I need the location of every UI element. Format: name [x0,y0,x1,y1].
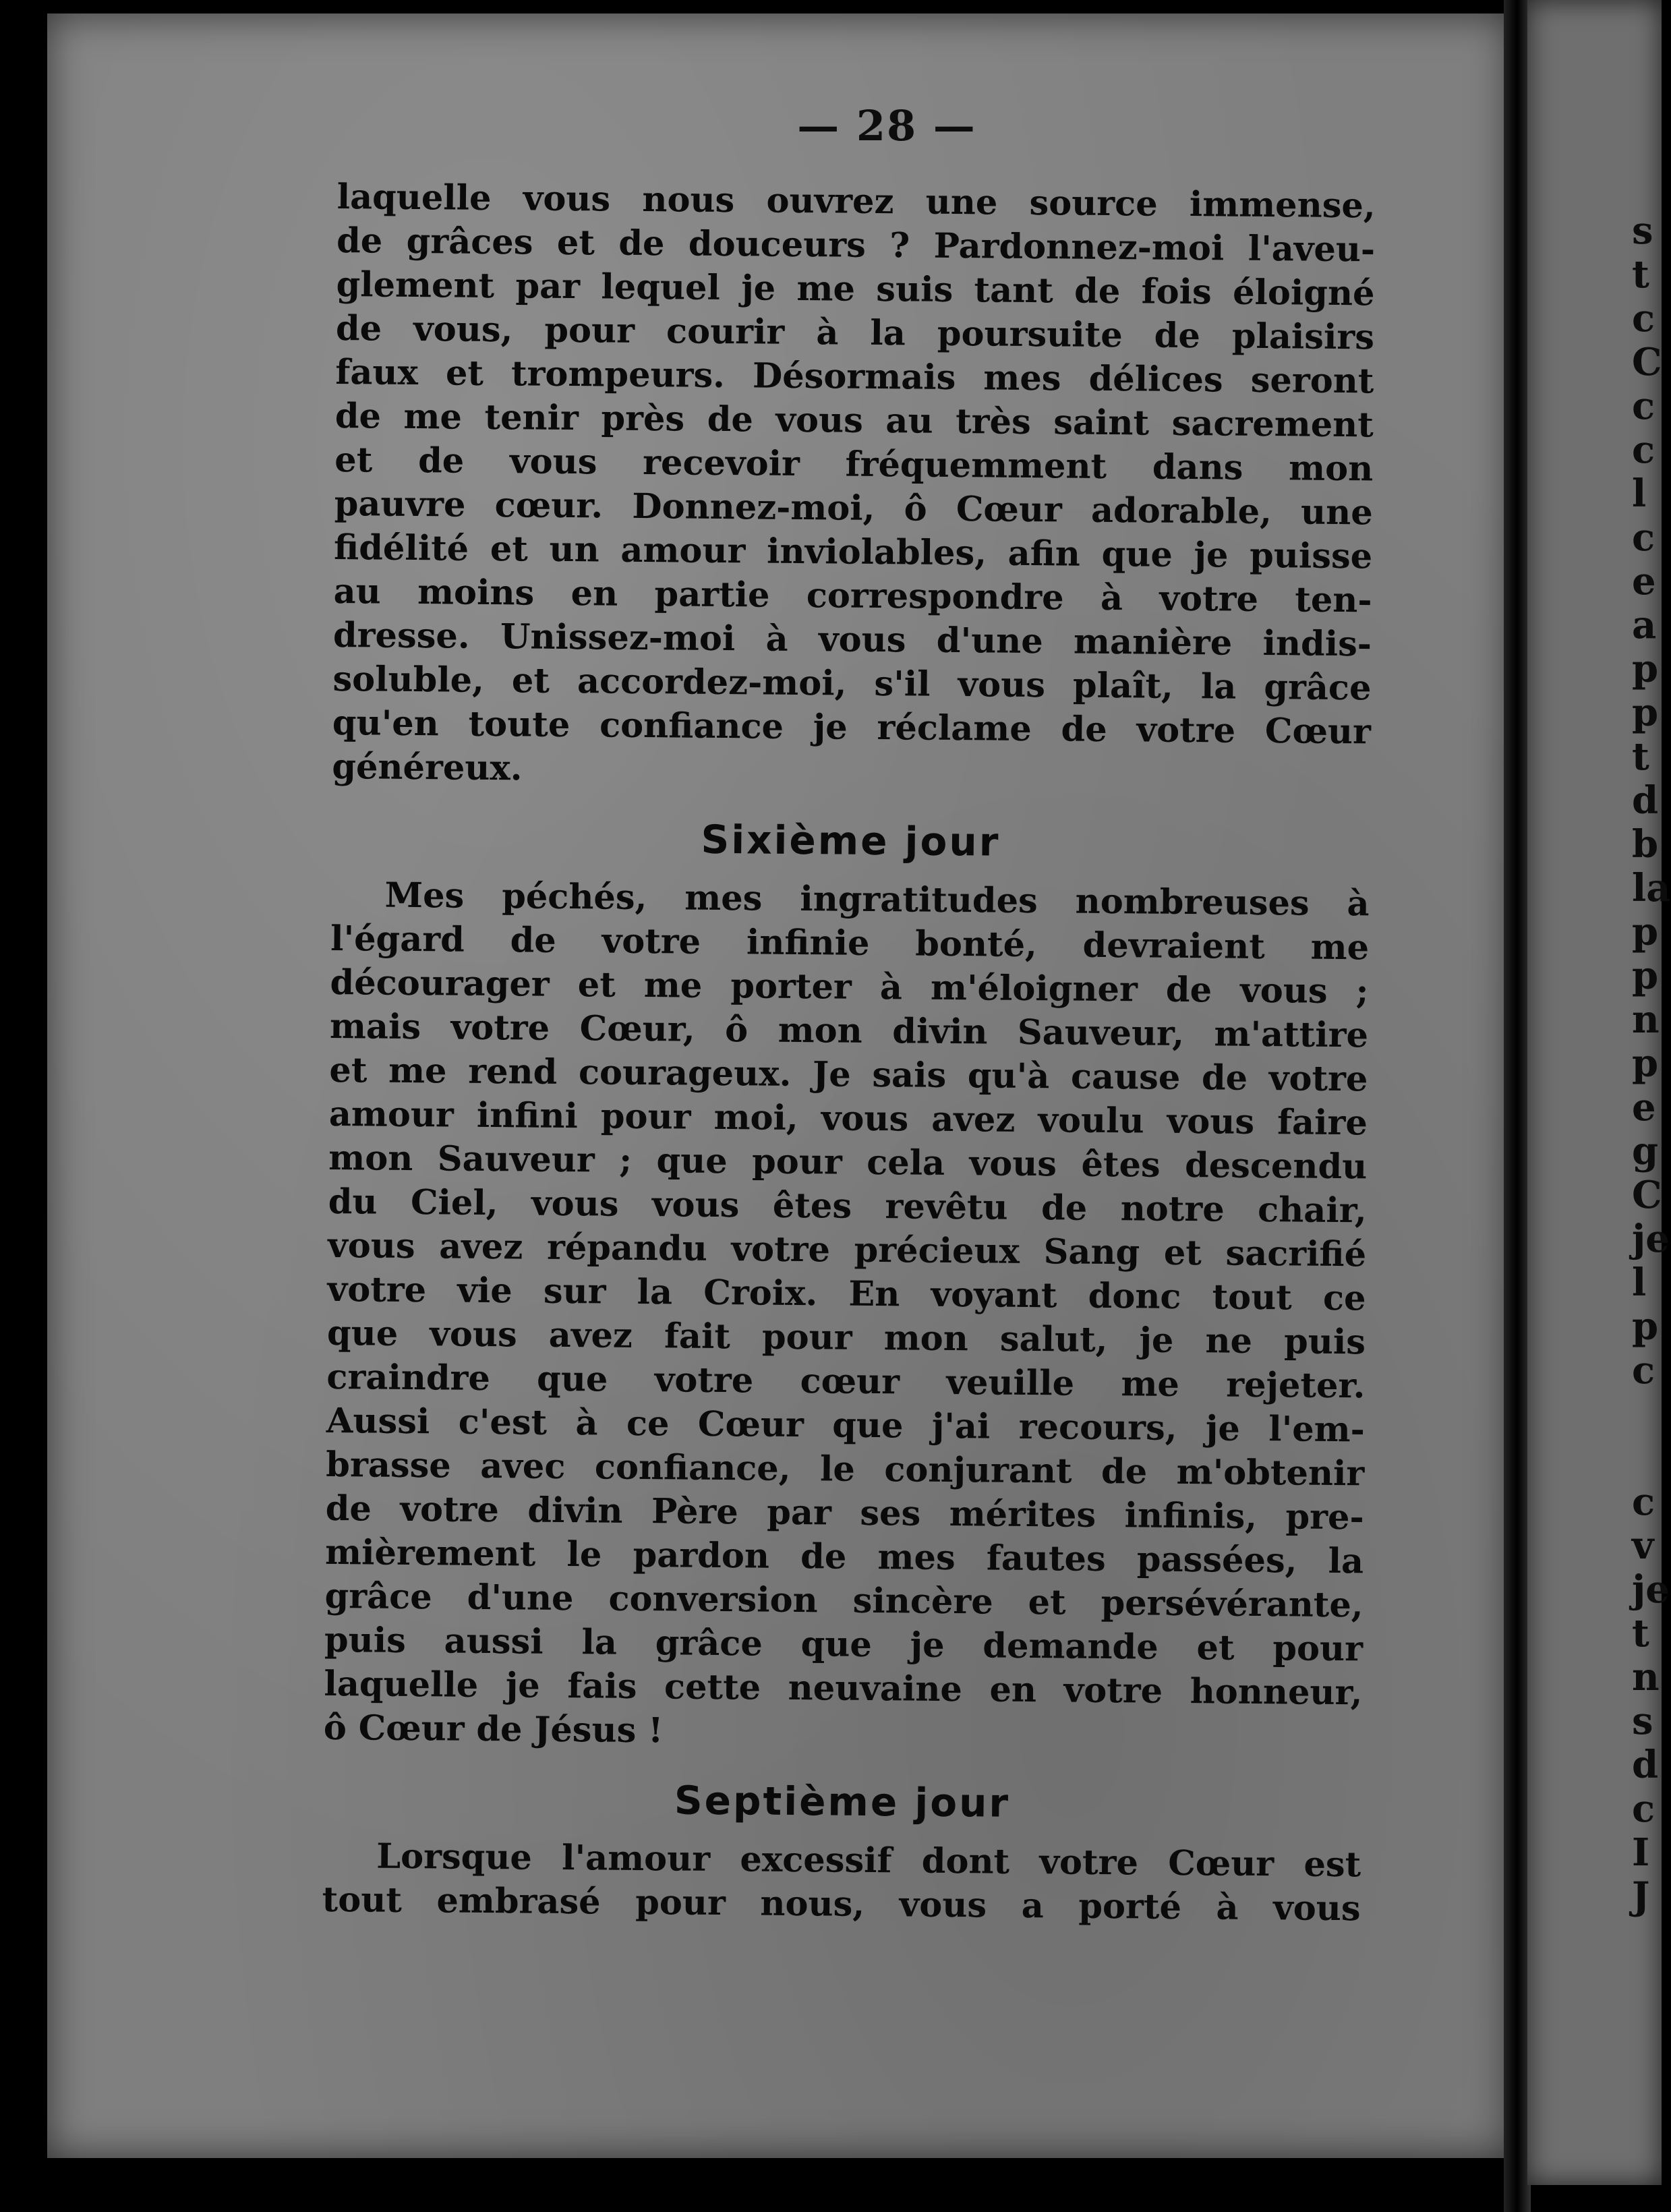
text-line: Lorsque l'amour excessif dont votre Cœur est [376,1836,1361,1886]
text-line: glement par lequel je me suis tant de fois éloigné [336,264,1375,314]
adjacent-fragment: C [1632,340,1662,384]
text-line: Mes péchés, mes ingratitudes nombreuses à [384,875,1370,925]
text-line: et me rend courageux. Je sais qu'à cause de votre [329,1049,1368,1100]
adjacent-fragment: p [1632,910,1659,954]
text-line: au moins en partie correspondre à votre ten- [333,571,1372,621]
text-line: fidélité et un amour inviolables, afin que je puisse [333,527,1373,577]
adjacent-fragment: p [1632,954,1659,998]
text-line: qu'en toute confiance je réclame de votre Cœur [332,702,1372,753]
text-line: de grâces et de douceurs ? Pardonnez-moi l'aveu- [336,220,1376,270]
adjacent-fragment: v [1632,1523,1654,1568]
paragraph-3 [322,1834,1361,1931]
adjacent-fragment: d [1632,1743,1659,1787]
adjacent-fragment: je [1632,1217,1670,1261]
adjacent-fragment [1632,1393,1662,1436]
text-line: l'égard de votre infinie bonté, devraient me [330,918,1370,968]
text-line: faux et trompeurs. Désormais mes délices seront [335,351,1374,402]
text-line: craindre que votre cœur veuille me rejeter. [326,1356,1366,1407]
text-line: soluble, et accordez-moi, s'il vous plaît, la grâce [332,658,1372,709]
adjacent-fragment: c [1632,1786,1655,1831]
text-line: brasse avec confiance, le conjurant de m'obtenir [326,1444,1365,1494]
text-line: pauvre cœur. Donnez-moi, ô Cœur adorable, une [334,483,1373,533]
adjacent-fragment: e [1632,1085,1656,1130]
adjacent-fragment: l [1632,471,1647,516]
adjacent-fragment: p [1632,691,1659,735]
text-line: vous avez répandu votre précieux Sang et sacrifié [327,1225,1367,1275]
adjacent-fragment: e [1632,559,1656,604]
text-line: et de vous recevoir fréquemment dans mon [334,439,1374,490]
adjacent-fragment: d [1632,778,1659,823]
heading-seventh-day: Septième jour [674,1777,1011,1826]
text-line: mon Sauveur ; que pour cela vous êtes descendu [328,1137,1368,1188]
adjacent-fragment: s [1632,1699,1653,1743]
adjacent-fragment: C [1632,1173,1662,1217]
page-body [322,175,1376,1931]
text-line: que vous avez fait pour mon salut, je ne puis [326,1312,1366,1363]
text-line: de me tenir près de vous au très saint sacrement [334,395,1374,446]
paragraph-2 [324,873,1370,1759]
adjacent-fragment: je [1632,1567,1670,1612]
adjacent-fragment: l [1632,1260,1647,1305]
text-line: mièrement le pardon de mes fautes passées, la [324,1532,1364,1582]
adjacent-fragment: c [1632,384,1655,428]
adjacent-fragment: c [1632,1480,1655,1524]
text-line: mais votre Cœur, ô mon divin Sauveur, m'attire [329,1006,1369,1056]
text-line: de votre divin Père par ses mérites infinis, pre- [325,1488,1364,1538]
adjacent-fragment: la [1632,866,1671,910]
adjacent-fragment: s [1632,208,1653,253]
text-line: amour infini pour moi, vous avez voulu vous faire [328,1093,1368,1144]
text-line: Aussi c'est à ce Cœur que j'ai recours, je l'em- [326,1400,1366,1451]
adjacent-fragment: J [1632,1874,1650,1919]
adjacent-fragment: g [1632,1129,1659,1173]
text-line: puis aussi la grâce que je demande et pour [324,1619,1364,1670]
text-line: dresse. Unissez-moi à vous d'une manière indis- [332,614,1372,665]
paragraph-1 [332,175,1376,798]
adjacent-fragment: t [1632,1611,1649,1656]
adjacent-fragment: p [1632,1304,1659,1349]
text-line: ô Cœur de Jésus ! [323,1707,664,1751]
text-line: laquelle vous nous ouvrez une source immense, [336,176,1376,227]
adjacent-fragment: I [1632,1830,1650,1875]
adjacent-fragment: p [1632,1041,1659,1086]
adjacent-fragment: c [1632,296,1655,341]
text-line: laquelle je fais cette neuvaine en votre honneur, [324,1663,1363,1714]
adjacent-fragment: p [1632,647,1659,691]
adjacent-fragment: n [1632,997,1660,1042]
adjacent-fragment: c [1632,515,1655,560]
text-line: grâce d'une conversion sincère et persévérante, [324,1575,1364,1626]
page-number: — 28 — [797,101,976,150]
book-gutter [1504,0,1531,2212]
adjacent-fragment: c [1632,1348,1655,1393]
adjacent-page-text-fragments [1632,208,1671,1919]
text-line: du Ciel, vous vous êtes revêtu de notre chair, [328,1181,1367,1231]
adjacent-fragment: a [1632,603,1657,647]
adjacent-fragment: t [1632,252,1649,297]
text-line: de vous, pour courir à la poursuite de plaisirs [335,308,1375,358]
text-line: généreux. [332,746,523,789]
text-line: tout embrasé pour nous, vous a porté à vous [322,1879,1361,1929]
adjacent-fragment: n [1632,1655,1660,1699]
text-line: votre vie sur la Croix. En voyant donc tout ce [327,1269,1366,1319]
text-line: décourager et me porter à m'éloigner de vous ; [330,962,1369,1012]
adjacent-fragment: t [1632,734,1649,779]
adjacent-fragment: b [1632,822,1659,867]
adjacent-fragment: c [1632,428,1655,472]
heading-sixth-day: Sixième jour [701,816,1001,865]
adjacent-fragment [1632,1436,1662,1480]
